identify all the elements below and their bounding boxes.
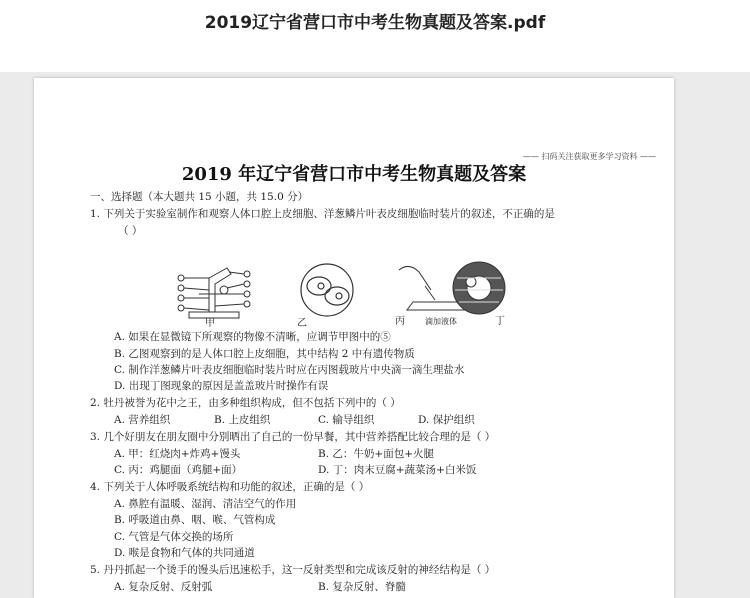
q3-option-a: A. 甲：红烧肉+炸鸡+馒头 — [114, 448, 241, 460]
question-4-stem: 4. 下列关于人体呼吸系统结构和功能的叙述，正确的是（ ） — [90, 481, 370, 493]
microscope-figure-icon — [169, 260, 509, 328]
pdf-page — [34, 78, 674, 598]
q4-option-d: D. 喉是食物和气体的共同通道 — [114, 547, 255, 559]
q1-option-c: C. 制作洋葱鳞片叶表皮细胞临时装片时应在丙图载玻片中央滴一滴生理盐水 — [114, 364, 465, 376]
question-1-stem: 1. 下列关于实验室制作和观察人体口腔上皮细胞、洋葱鳞片叶表皮细胞临时装片的叙述，不正确的是 — [90, 208, 555, 220]
q5-option-b: B. 复杂反射、脊髓 — [318, 581, 406, 593]
q1-option-a: A. 如果在显微镜下所观察的物像不清晰，应调节甲图中的⑤ — [114, 331, 391, 343]
q2-option-d: D. 保护组织 — [418, 414, 475, 426]
question-1-figure — [169, 260, 509, 328]
q2-option-b: B. 上皮组织 — [214, 414, 271, 426]
file-title: 2019辽宁省营口市中考生物真题及答案.pdf — [204, 13, 546, 33]
section-heading: 一、选择题（本大题共 15 小题，共 15.0 分） — [90, 191, 309, 203]
figure-label-c: 丙 — [395, 316, 405, 327]
q3-option-d: D. 丁：肉末豆腐+蔬菜汤+白米饭 — [318, 464, 477, 476]
q1-option-b: B. 乙图观察到的是人体口腔上皮细胞，其中结构 2 中有遗传物质 — [114, 348, 415, 360]
question-1-paren: （ ） — [118, 225, 143, 237]
q2-option-a: A. 营养组织 — [114, 414, 171, 426]
viewer-header — [0, 0, 750, 72]
q3-option-b: B. 乙：牛奶+面包+火腿 — [318, 448, 434, 460]
figure-label-a: 甲 — [205, 318, 215, 329]
promo-text: —— 扫码关注获取更多学习资料 —— — [522, 152, 656, 161]
paper-title: 2019 年辽宁省营口市中考生物真题及答案 — [181, 164, 527, 185]
question-5-stem: 5. 丹丹抓起一个烫手的馒头后迅速松手，这一反射类型和完成该反射的神经结构是（ ） — [90, 564, 496, 576]
q5-option-a: A. 复杂反射、反射弧 — [114, 581, 213, 593]
q2-option-c: C. 输导组织 — [318, 414, 375, 426]
q4-option-a: A. 鼻腔有温暖、湿润、清洁空气的作用 — [114, 498, 297, 510]
figure-label-b: 乙 — [297, 318, 307, 329]
q4-option-c: C. 气管是气体交换的场所 — [114, 531, 234, 543]
question-3-stem: 3. 几个好朋友在朋友圈中分别晒出了自己的一份早餐，其中营养搭配比较合理的是（ ） — [90, 431, 496, 443]
figure-note-c: 滴加液体 — [425, 317, 457, 326]
q4-option-b: B. 呼吸道由鼻、咽、喉、气管构成 — [114, 514, 276, 526]
question-2-stem: 2. 牡丹被誉为花中之王，由多种组织构成，但不包括下列中的（ ） — [90, 397, 401, 409]
q1-option-d: D. 出现丁图现象的原因是盖盖玻片时操作有误 — [114, 380, 329, 392]
q3-option-c: C. 丙：鸡腿面（鸡腿+面） — [114, 464, 243, 476]
figure-label-d: 丁 — [495, 316, 505, 327]
